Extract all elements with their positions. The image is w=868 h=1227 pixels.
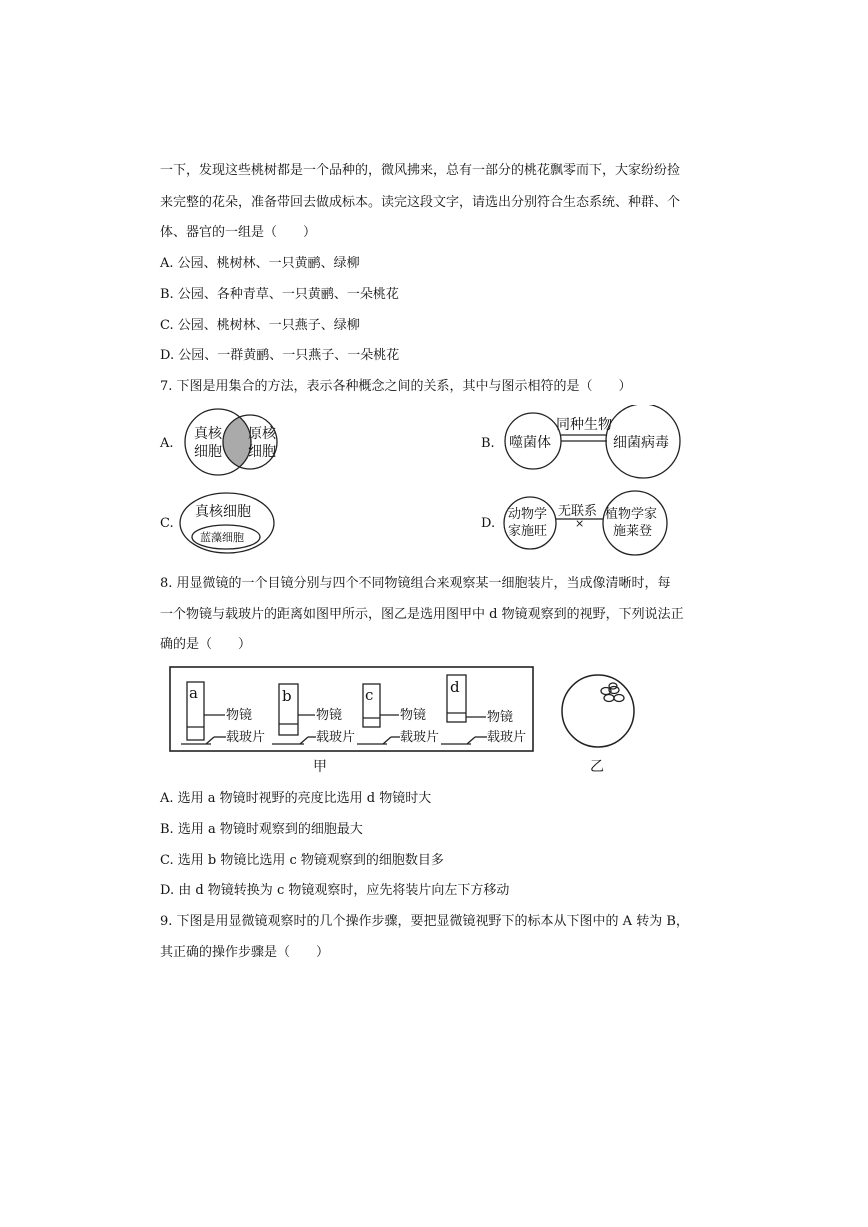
q7-b-left: 噬菌体 bbox=[509, 435, 551, 451]
question-9-line: 其正确的操作步骤是（ ） bbox=[160, 945, 330, 960]
q7-d-cross: × bbox=[575, 517, 585, 530]
option-d: D. 公园、一群黄鹂、一只燕子、一朵桃花 bbox=[160, 348, 400, 363]
q7-d-left-top: 动物学 bbox=[508, 507, 548, 522]
question-8-line: 8. 用显微镜的一个目镜分别与四个不同物镜组合来观察某一细胞装片，当成像清晰时，每 bbox=[160, 576, 671, 591]
q8-option-d: D. 由 d 物镜转换为 c 物镜观察时，应先将装片向左下方移动 bbox=[160, 883, 510, 898]
q7-c-inner: 蓝藻细胞 bbox=[200, 531, 244, 544]
objective-label: 物镜 bbox=[487, 710, 514, 725]
q7-d-left-bottom: 家施旺 bbox=[508, 524, 548, 539]
option-c: C. 公园、桃树林、一只燕子、绿柳 bbox=[160, 318, 360, 333]
option-b: B. 公园、各种青草、一只黄鹂、一朵桃花 bbox=[160, 287, 399, 302]
lens-b-label: b bbox=[282, 687, 292, 705]
q7-b-label: B. bbox=[481, 436, 495, 451]
option-a: A. 公园、桃树林、一只黄鹂、绿柳 bbox=[160, 256, 360, 271]
q8-option-b: B. 选用 a 物镜时观察到的细胞最大 bbox=[160, 822, 363, 837]
q7-a-right-top: 原核 bbox=[248, 426, 276, 442]
objective-label: 物镜 bbox=[316, 708, 343, 723]
text-line: 一下，发现这些桃树都是一个品种的，微风拂来，总有一部分的桃花飘零而下，大家纷纷捡 bbox=[160, 163, 681, 178]
fig-jia-label: 甲 bbox=[313, 759, 327, 775]
slide-label: 载玻片 bbox=[400, 730, 440, 745]
question-8-line: 一个物镜与载玻片的距离如图甲所示，图乙是选用图甲中 d 物镜观察到的视野，下列说法正 bbox=[160, 607, 684, 622]
q8-option-c: C. 选用 b 物镜比选用 c 物镜观察到的细胞数目多 bbox=[160, 853, 444, 868]
q8-figure bbox=[0, 660, 868, 780]
q7-a-left-top: 真核 bbox=[194, 426, 222, 442]
slide-label: 载玻片 bbox=[226, 730, 266, 745]
q7-d-label: D. bbox=[481, 516, 496, 531]
q7-c-outer: 真核细胞 bbox=[195, 504, 251, 520]
q7-a-right-bottom: 细胞 bbox=[248, 444, 276, 460]
lens-a-label: a bbox=[189, 684, 198, 702]
q7-b-link: 同种生物 bbox=[556, 417, 612, 433]
q8-option-a: A. 选用 a 物镜时视野的亮度比选用 d 物镜时大 bbox=[160, 791, 432, 806]
field-of-view bbox=[562, 675, 634, 747]
objective-label: 物镜 bbox=[400, 708, 427, 723]
text-line: 体、器官的一组是（ ） bbox=[160, 225, 317, 240]
question-8-line: 确的是（ ） bbox=[160, 637, 252, 652]
q7-c-label: C. bbox=[160, 516, 174, 531]
objective-label: 物镜 bbox=[226, 708, 253, 723]
q7-b-right: 细菌病毒 bbox=[613, 435, 669, 451]
q7-d-right-bottom: 施莱登 bbox=[613, 524, 653, 539]
q7-d-right-top: 植物学家 bbox=[605, 507, 658, 522]
q7-a-label: A. bbox=[160, 436, 174, 451]
q7-diagrams bbox=[0, 405, 868, 565]
lens-c-label: c bbox=[365, 686, 374, 704]
text-line: 来完整的花朵，准备带回去做成标本。读完这段文字，请选出分别符合生态系统、种群、个 bbox=[160, 195, 681, 210]
question-9-line: 9. 下图是用显微镜观察时的几个操作步骤，要把显微镜视野下的标本从下图中的 A 转为 B， bbox=[160, 914, 689, 929]
slide-label: 载玻片 bbox=[316, 730, 356, 745]
lens-d-label: d bbox=[450, 678, 460, 696]
slide-label: 载玻片 bbox=[487, 730, 527, 745]
fig-yi-label: 乙 bbox=[590, 759, 604, 775]
question-7: 7. 下图是用集合的方法，表示各种概念之间的关系，其中与图示相符的是（ ） bbox=[160, 379, 632, 394]
q7-d-link: 无联系 bbox=[558, 504, 598, 519]
q7-a-left-bottom: 细胞 bbox=[194, 444, 222, 460]
